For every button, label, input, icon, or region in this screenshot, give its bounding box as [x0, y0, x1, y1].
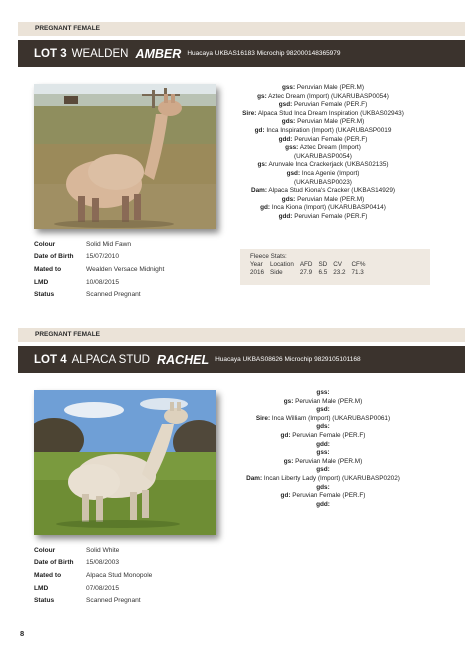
animal-details	[34, 238, 224, 301]
lot-header	[18, 40, 465, 67]
pedigree	[218, 84, 428, 222]
page-number: 8	[20, 629, 25, 638]
fleece-value-row: 2016 Side 27.9 6.5 23.2 71.3	[250, 269, 364, 276]
pedigree-line: Dam: Incan Liberty Lady (Import) (UKARUBASP0202)	[246, 474, 400, 482]
lot-header	[18, 346, 465, 373]
pedigree-line: (UKARUBASP0054)	[294, 152, 352, 160]
category-label: PREGNANT FEMALE	[35, 331, 100, 338]
pedigree-line: gs: Peruvian Male (PER.M)	[283, 397, 363, 405]
pedigree-line: gss: Peruvian Male (PER.M)	[281, 84, 365, 91]
pedigree-line: gsd: Peruvian Female (PER.F)	[278, 101, 368, 109]
fleece-table	[250, 261, 371, 277]
pedigree-line: gs: Arunvale Inca Crackerjack (UKBAS02135)	[257, 161, 389, 169]
category-band	[18, 328, 465, 342]
detail-row: Colour Solid White	[34, 546, 120, 554]
detail-row: Status Scanned Pregnant	[34, 291, 141, 299]
pedigree-line: gdd: Peruvian Female (PER.F)	[278, 212, 368, 220]
detail-row: Date of Birth 15/07/2010	[34, 253, 120, 261]
pedigree-line: gd: Inca Inspiration (Import) (UKARUBASP0019	[254, 126, 392, 134]
pedigree-line: gds:	[316, 423, 330, 431]
pedigree-line: Dam: Alpaca Stud Kiona's Cracker (UKBAS14929)	[250, 187, 396, 195]
fleece-title: Fleece Stats:	[250, 253, 287, 260]
detail-row: LMD 07/08/2015	[34, 584, 120, 592]
detail-row: LMD 10/08/2015	[34, 278, 120, 286]
pedigree-line: gs: Aztec Dream (Import) (UKARUBASP0054)	[257, 92, 389, 100]
detail-row: Date of Birth 15/08/2003	[34, 559, 120, 567]
farm-name: WEALDEN	[71, 47, 129, 60]
category-band	[18, 22, 465, 36]
detail-row: Mated to Wealden Versace Midnight	[34, 265, 165, 273]
pedigree-line: gss: Aztec Dream (Import)	[285, 144, 361, 152]
pedigree-line: gds: Peruvian Male (PER.M)	[281, 118, 365, 126]
breed-registration: Huacaya UKBAS16183 Microchip 982000148365979	[187, 50, 341, 57]
farm-name: ALPACA STUD	[71, 353, 150, 366]
pedigree-line: gsd:	[316, 406, 330, 414]
lot-number: LOT 3	[34, 47, 67, 60]
pedigree	[218, 389, 428, 509]
pedigree-line: gd: Peruvian Female (PER.F)	[280, 431, 366, 439]
pedigree-line: gd: Inca Kiona (Import) (UKARUBASP0414)	[260, 204, 386, 212]
pedigree-line: gss:	[316, 449, 330, 457]
animal-details	[34, 544, 224, 607]
category-label: PREGNANT FEMALE	[35, 25, 100, 32]
pedigree-line: gd: Peruvian Female (PER.F)	[280, 492, 366, 500]
alpaca-photo	[34, 390, 216, 535]
pedigree-line: gs: Peruvian Male (PER.M)	[283, 457, 363, 465]
detail-row: Colour Solid Mid Fawn	[34, 240, 132, 248]
fleece-stats	[240, 249, 430, 285]
pedigree-line: gss:	[316, 389, 330, 396]
lot-number: LOT 4	[34, 353, 67, 366]
fleece-header-row: Year Location AFD SD CV CF%	[250, 261, 366, 268]
pedigree-line: Sire: Inca William (Import) (UKARUBASP0061)	[255, 414, 391, 422]
breed-registration: Huacaya UKBAS08626 Microchip 9829105101168	[215, 356, 361, 363]
pedigree-line: gsd: Inca Agenie (Import)	[286, 169, 360, 177]
pedigree-line: Sire: Alpaca Stud Inca Dream Inspiration (UKBAS02943)	[242, 109, 404, 117]
animal-name: RACHEL	[157, 352, 210, 367]
alpaca-photo	[34, 84, 216, 229]
pedigree-line: gdd:	[316, 440, 330, 448]
animal-name: AMBER	[135, 46, 182, 61]
detail-row: Status Scanned Pregnant	[34, 597, 141, 605]
pedigree-line: gsd:	[316, 466, 330, 474]
pedigree-line: gdd:	[316, 500, 330, 508]
pedigree-line: gds:	[316, 483, 330, 491]
pedigree-line: gdd: Peruvian Female (PER.F)	[278, 135, 368, 143]
detail-row: Mated to Alpaca Stud Monopole	[34, 571, 153, 579]
pedigree-line: (UKARUBASP0023)	[294, 178, 352, 186]
pedigree-line: gds: Peruvian Male (PER.M)	[281, 195, 365, 203]
